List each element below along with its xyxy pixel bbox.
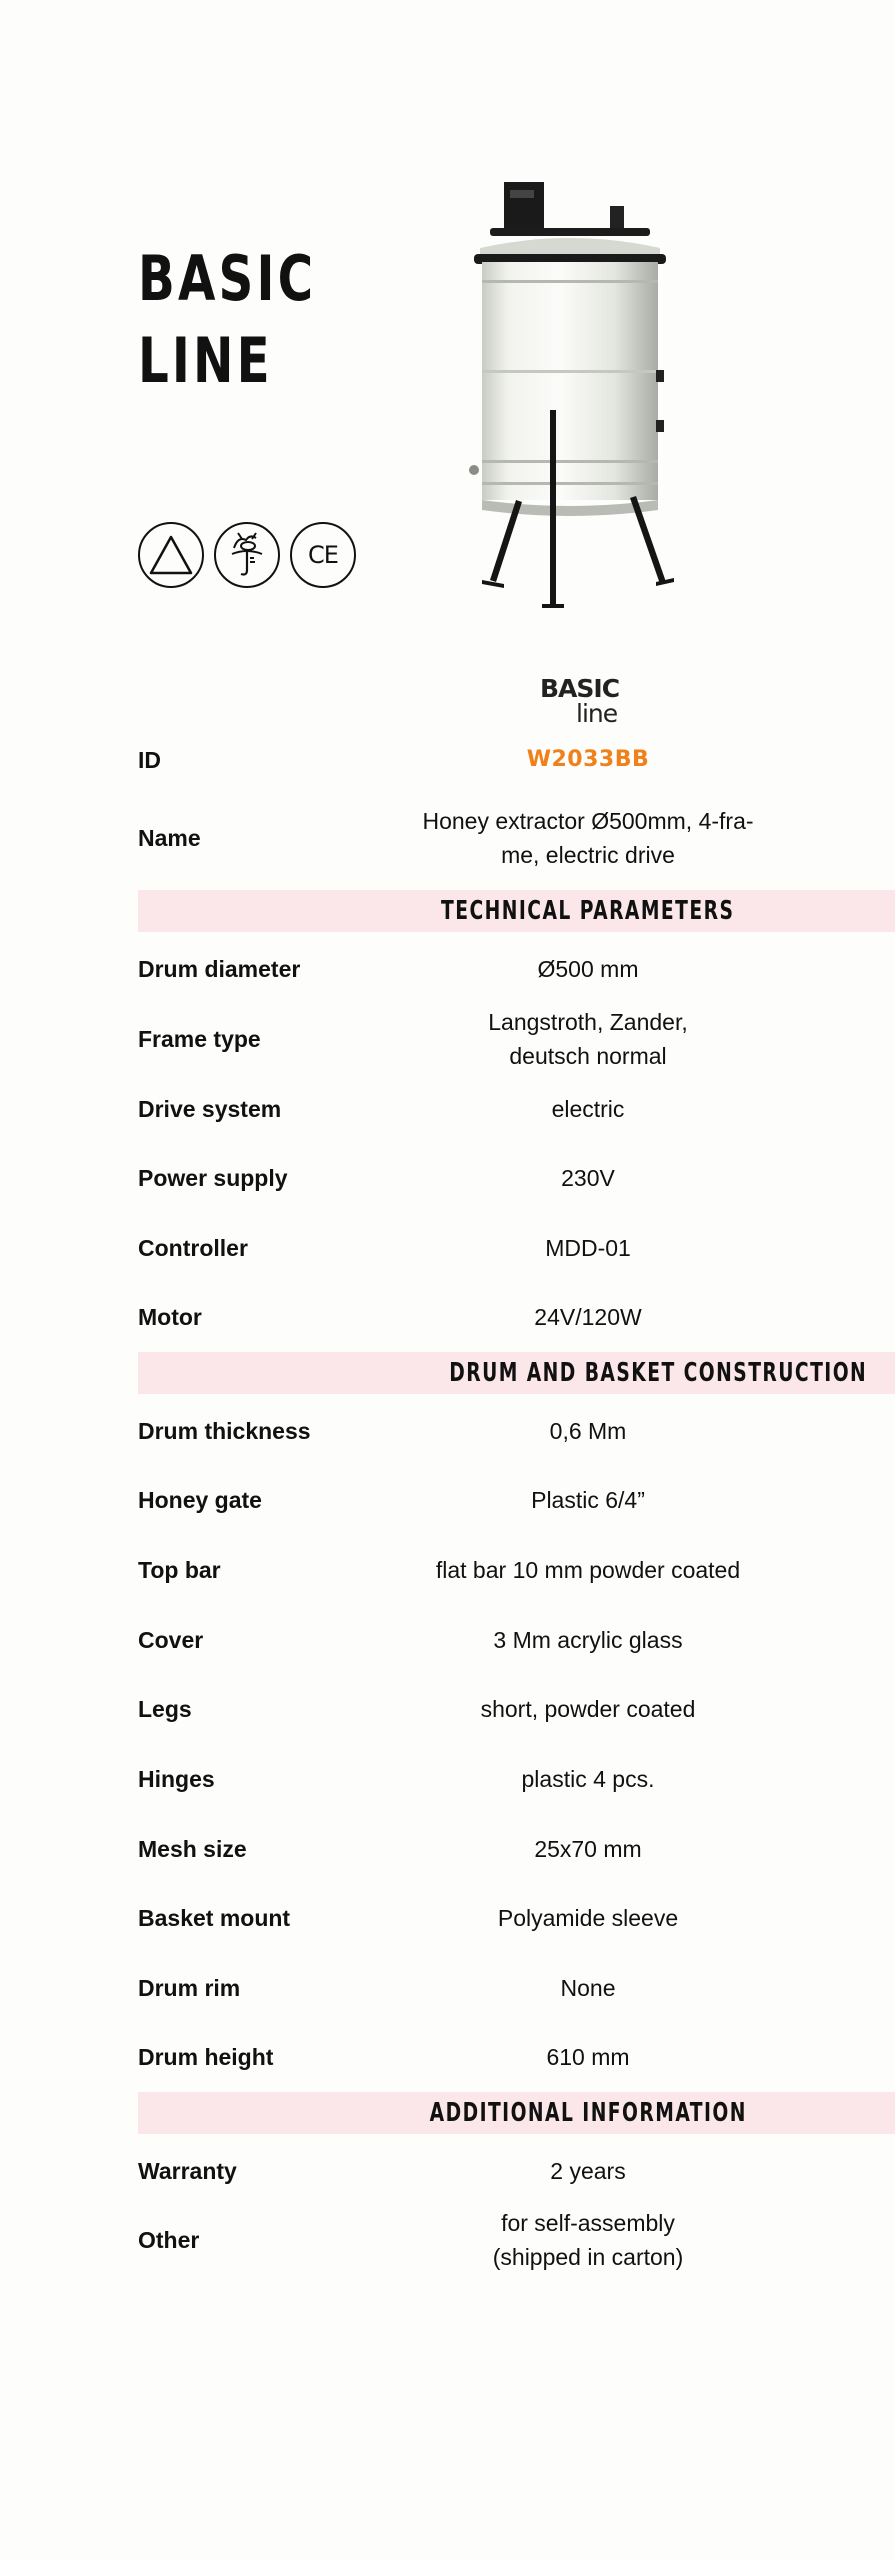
spec-value-line: deutsch normal: [509, 1043, 667, 1069]
spec-row: [138, 1759, 895, 1799]
spec-label: Honey gate: [138, 1486, 262, 1513]
spec-value: 610 mm: [546, 2044, 630, 2070]
spec-row-name: [138, 800, 895, 876]
spec-row: [138, 1829, 895, 1869]
section-title: TECHNICAL PARAMETERS: [441, 896, 735, 926]
spec-row: [138, 1480, 895, 1520]
spec-value: None: [560, 1975, 616, 2001]
spec-row: [138, 1550, 895, 1590]
spec-row: [138, 1689, 895, 1729]
spec-row: [138, 1089, 895, 1129]
brand-line-1: BASIC: [540, 674, 620, 703]
spec-value: [368, 804, 808, 872]
spec-label: Hinges: [138, 1765, 215, 1792]
spec-label: Frame type: [138, 1025, 261, 1052]
section-header-technical: [138, 890, 895, 932]
spec-row: [138, 2151, 895, 2191]
spec-value: Plastic 6/4”: [531, 1487, 645, 1513]
spec-value-line: Honey extractor Ø500mm, 4-fra-: [422, 808, 754, 834]
brand-logo: [540, 676, 619, 726]
spec-value: 0,6 Mm: [549, 1418, 627, 1444]
spec-value: 24V/120W: [534, 1304, 642, 1330]
spec-label: Power supply: [138, 1164, 288, 1191]
spec-label: Controller: [138, 1234, 248, 1261]
spec-label: Basket mount: [138, 1904, 291, 1931]
spec-value: [368, 1005, 808, 1073]
section-header-drum: [138, 1352, 895, 1394]
spec-label: Drum height: [138, 2043, 274, 2070]
spec-label: Drum rim: [138, 1974, 241, 2001]
section-title: DRUM AND BASKET CONSTRUCTION: [449, 1358, 868, 1388]
spec-value: 25x70 mm: [534, 1836, 642, 1862]
spec-label: Cover: [138, 1626, 204, 1653]
spec-label: Top bar: [138, 1556, 221, 1583]
triangle-icon: [138, 522, 204, 588]
spec-label: Name: [138, 824, 201, 851]
spec-row: [138, 1411, 895, 1451]
spec-value-line: Langstroth, Zander,: [488, 1009, 688, 1035]
page-title: [138, 238, 316, 402]
spec-row: [138, 1297, 895, 1337]
spec-row: [138, 2205, 895, 2275]
spec-label: Drum thickness: [138, 1417, 311, 1444]
brand-line-2: line: [576, 699, 618, 728]
spec-value: Ø500 mm: [537, 956, 639, 982]
spec-value-line: me, electric drive: [501, 842, 675, 868]
spec-row-id: [138, 740, 895, 780]
spec-value-line: (shipped in carton): [492, 2244, 684, 2270]
spec-row: [138, 949, 895, 989]
spec-value: 230V: [561, 1165, 615, 1191]
spec-value: [368, 2206, 808, 2274]
spec-label: Motor: [138, 1303, 202, 1330]
spec-row: [138, 1158, 895, 1198]
title-line-1: BASIC: [138, 242, 317, 315]
spec-value-line: for self-assembly: [501, 2210, 675, 2236]
spec-value: MDD-01: [545, 1235, 631, 1261]
spec-label: Warranty: [138, 2157, 237, 2184]
spec-label: Drum diameter: [138, 955, 301, 982]
title-line-2: LINE: [138, 324, 273, 397]
section-header-additional: [138, 2092, 895, 2134]
spec-label: ID: [138, 746, 161, 773]
spec-label: Other: [138, 2226, 200, 2253]
spec-row: [138, 1898, 895, 1938]
section-title: ADDITIONAL INFORMATION: [429, 2098, 747, 2128]
spec-row: [138, 1228, 895, 1268]
spec-value: 2 years: [550, 2158, 626, 2184]
spec-value: plastic 4 pcs.: [521, 1766, 655, 1792]
spec-row: [138, 1968, 895, 2008]
spec-row: [138, 1004, 895, 1074]
spec-label: Legs: [138, 1695, 192, 1722]
spec-value: electric: [551, 1096, 625, 1122]
spec-value: Polyamide sleeve: [497, 1905, 679, 1931]
spec-value: short, powder coated: [480, 1696, 696, 1722]
spec-label: Drive system: [138, 1095, 282, 1122]
spec-label: Mesh size: [138, 1835, 247, 1862]
certification-badges: [138, 522, 356, 588]
ce-mark-text: CE: [308, 541, 338, 569]
spec-row: [138, 2037, 895, 2077]
ce-mark-icon: [290, 522, 356, 588]
product-id: W2033BB: [526, 747, 650, 772]
bee-honey-icon: [214, 522, 280, 588]
spec-value: flat bar 10 mm powder coated: [435, 1557, 741, 1583]
spec-value: 3 Mm acrylic glass: [493, 1627, 683, 1653]
honey-extractor-image: [460, 170, 750, 660]
spec-row: [138, 1620, 895, 1660]
